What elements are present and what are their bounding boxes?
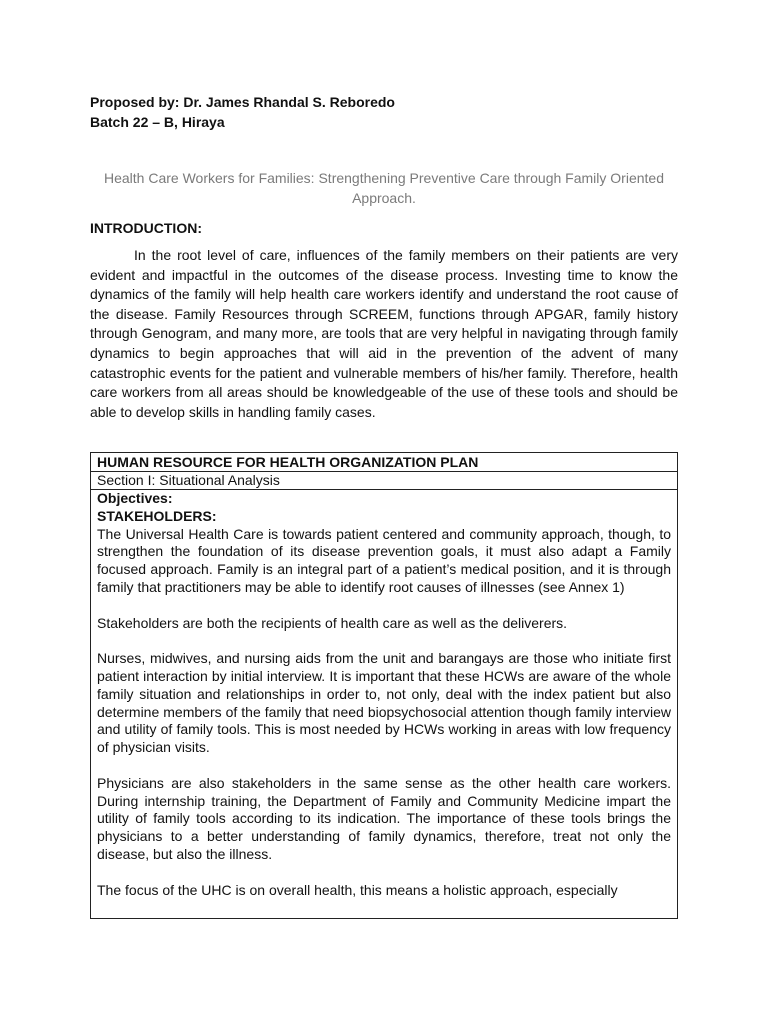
plan-paragraph: The focus of the UHC is on overall health, this means a holistic approach, especially [97, 881, 618, 898]
author-block [90, 92, 395, 132]
section-label: Section I: Situational Analysis [91, 472, 677, 490]
plan-title: HUMAN RESOURCE FOR HEALTH ORGANIZATION PLAN [91, 453, 677, 472]
objectives-label: Objectives: [97, 490, 173, 506]
introduction-paragraph: In the root level of care, influences of the family members on their patients are very evident and impactful in the outcomes of the disease process. Investing time to know the dynamics of the family will help health care workers identify and understand the root cause of the disease. Family Resources through SCREEM, functions through APGAR, family history through Genogram, and many more, are tools that are very helpful in navigating through family dynamics to begin approaches that will aid in the prevention of the advent of many catastrophic events for the patient and vulnerable members of his/her family. Therefore, health care workers from all areas should be knowledgeable of the use of these tools and should be able to develop skills in handling family cases. [90, 247, 678, 420]
batch-label: Batch 22 – B, Hiraya [90, 114, 225, 130]
stakeholders-label: STAKEHOLDERS: [97, 507, 217, 524]
plan-body [91, 490, 677, 899]
plan-paragraph: Physicians are also stakeholders in the same sense as the other health care workers. During internship training, the Department of Family and Community Medicine impart the utility of family tools according to its indication. The importance of these tools brings the physicians to a better understanding of family dynamics, therefore, treat not only the disease, but also the illness. [97, 774, 671, 862]
plan-paragraph: The Universal Health Care is towards patient centered and community approach, though, to strengthen the foundation of its disease prevention goals, it must also adapt a Family focused approach. Family is an integral part of a patient’s medical position, and it is through family that practitioners may be able to identify root causes of illnesses (see Annex 1) [97, 525, 671, 595]
organization-plan-table [90, 452, 678, 919]
introduction-heading: INTRODUCTION: [90, 220, 202, 236]
proposed-by: Proposed by: Dr. James Rhandal S. Reboredo [90, 94, 395, 110]
plan-paragraph: Stakeholders are both the recipients of health care as well as the deliverers. [97, 614, 568, 631]
document-title: Health Care Workers for Families: Strengthening Preventive Care through Family Oriented Approach. [104, 170, 664, 206]
plan-paragraph: Nurses, midwives, and nursing aids from the unit and barangays are those who initiate first patient interaction by initial interview. It is important that these HCWs are aware of the whole family situation and relationships in order to, not only, deal with the index patient but also determine members of the family that need biopsychosocial attention though family interview and utility of family tools. This is most needed by HCWs working in areas with low frequency of physician visits. [97, 650, 671, 756]
